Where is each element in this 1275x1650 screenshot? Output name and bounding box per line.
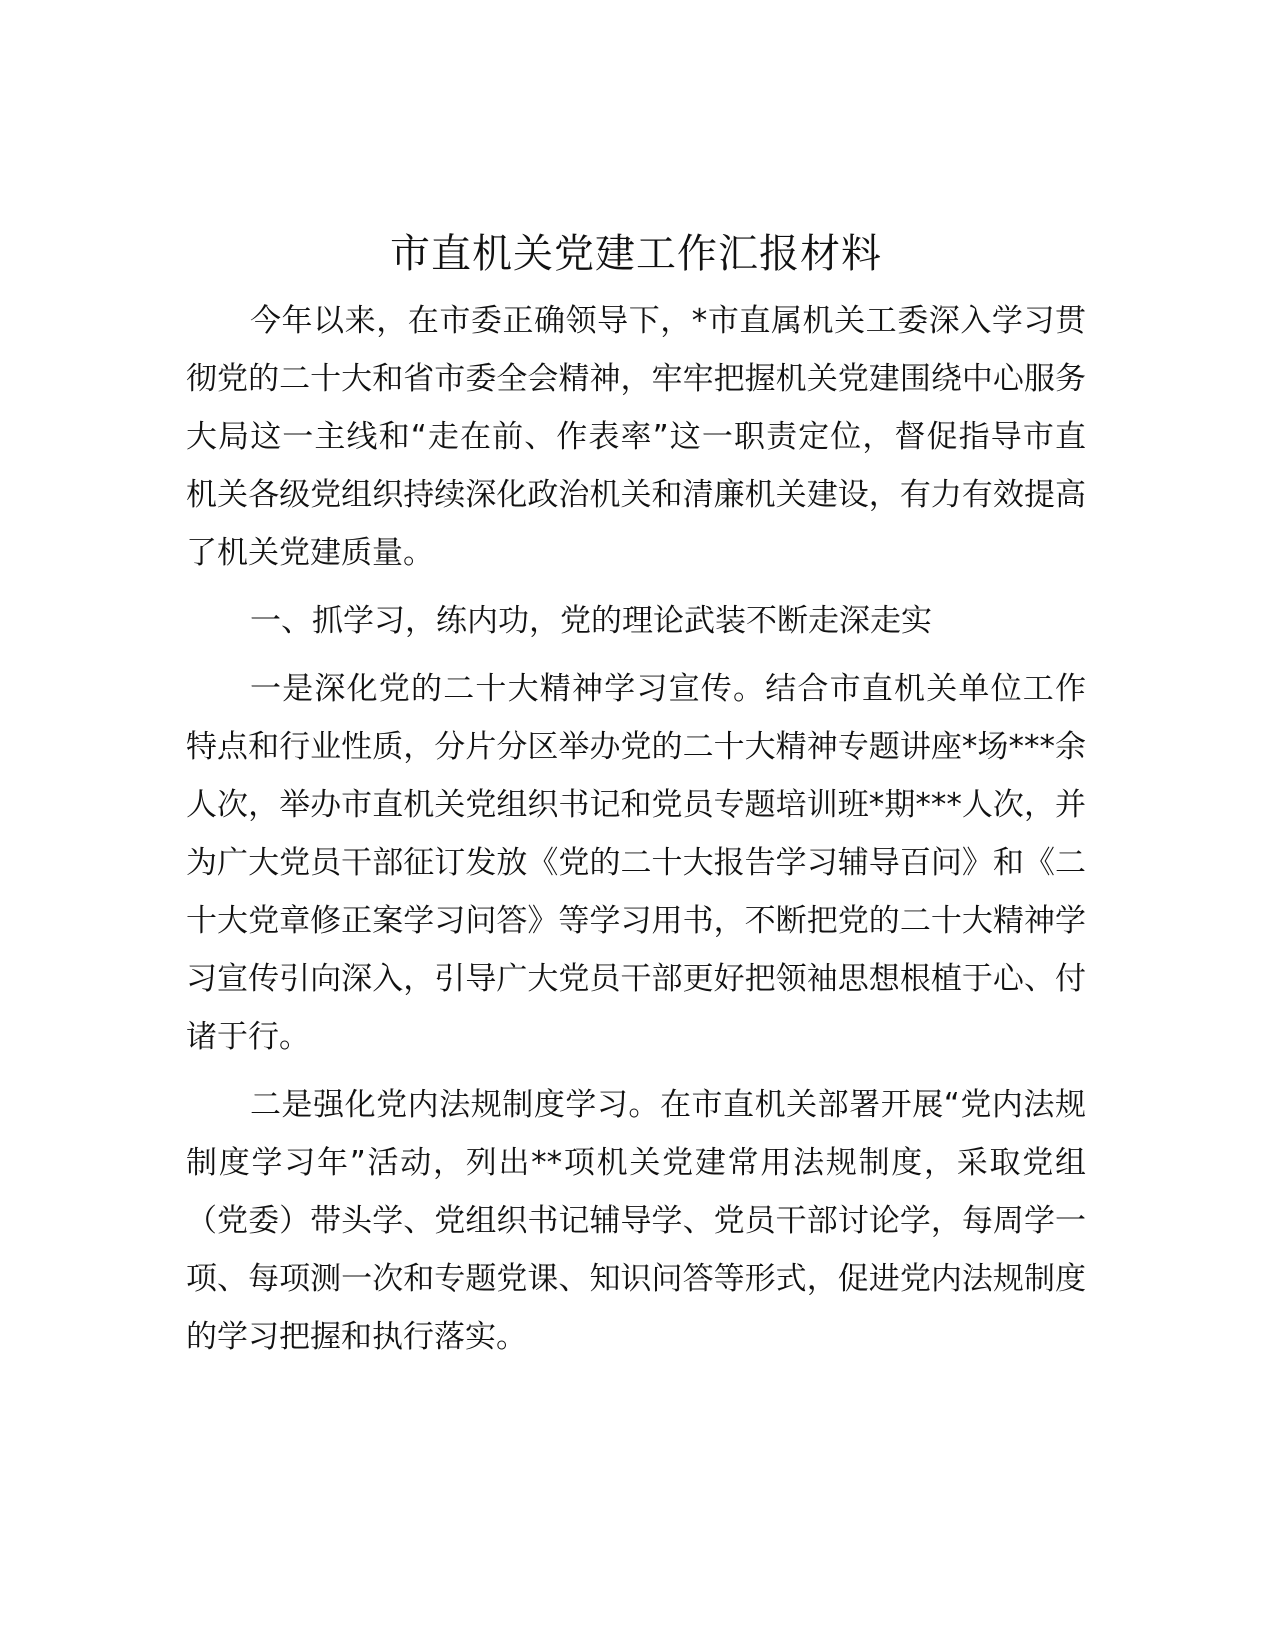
paragraph-intro: 今年以来，在市委正确领导下，*市直属机关工委深入学习贯彻党的二十大和省市委全会精神，牢牢把握机关党建围绕中心服务大局这一主线和“走在前、作表率”这一职责定位，督促指导市直机关各级党组织持续深化政治机关和清廉机关建设，有力有效提高了机关党建质量。: [186, 303, 1086, 571]
section-heading-1: 一、抓学习，练内功，党的理论武装不断走深走实: [250, 603, 932, 639]
paragraph-point-2: 二是强化党内法规制度学习。在市直机关部署开展“党内法规制度学习年”活动，列出**项机关党建常用法规制度，采取党组（党委）带头学、党组织书记辅导学、党员干部讨论学，每周学一项、每项测一次和专题党课、知识问答等形式，促进党内法规制度的学习把握和执行落实。: [186, 1087, 1086, 1355]
document-body: [186, 222, 1086, 1366]
document-title: 市直机关党建工作汇报材料: [390, 231, 882, 277]
paragraph-point-1: 一是深化党的二十大精神学习宣传。结合市直机关单位工作特点和行业性质，分片分区举办党的二十大精神专题讲座*场***余人次，举办市直机关党组织书记和党员专题培训班*期***人次，并为广大党员干部征订发放《党的二十大报告学习辅导百问》和《二十大党章修正案学习问答》等学习用书，不断把党的二十大精神学习宣传引向深入，引导广大党员干部更好把领袖思想根植于心、付诸于行。: [186, 671, 1086, 1055]
